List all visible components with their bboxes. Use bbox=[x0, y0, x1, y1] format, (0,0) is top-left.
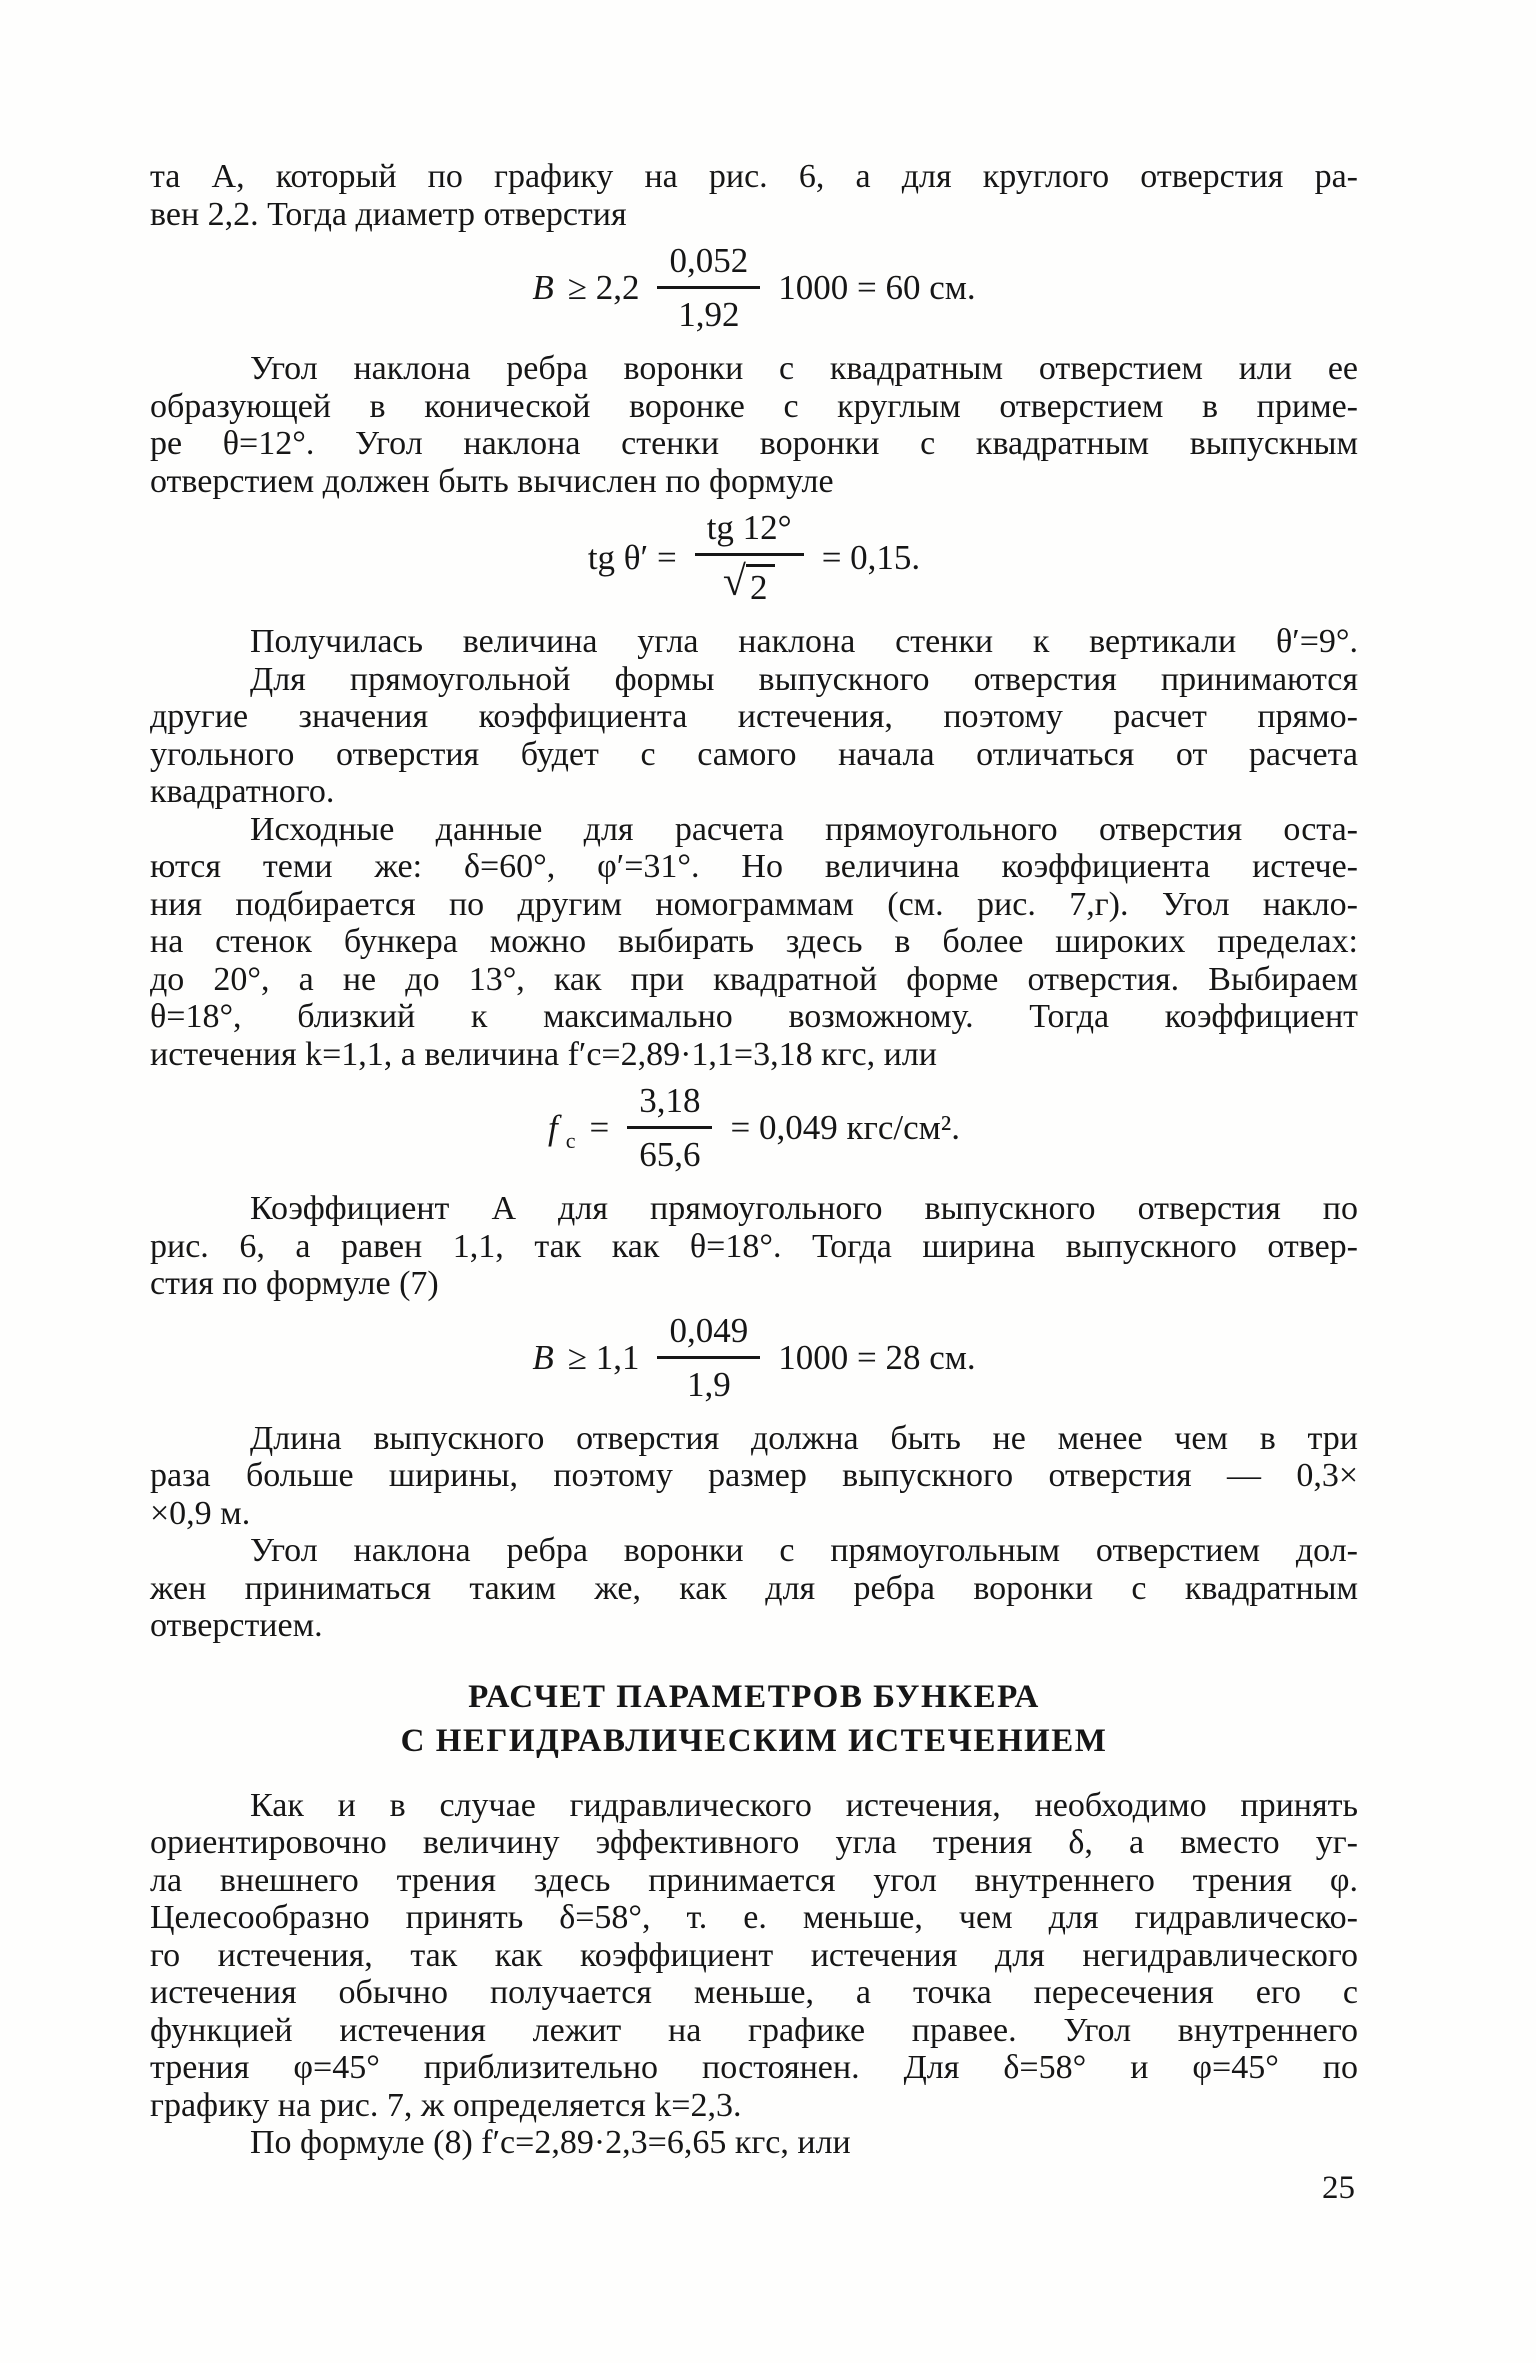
paragraph bbox=[150, 661, 1358, 811]
formula-text: f bbox=[547, 1108, 558, 1147]
paragraph bbox=[150, 2124, 1358, 2162]
text-line: ния подбирается по другим номограммам (см. рис. 7,г). Угол накло- bbox=[150, 885, 1358, 923]
text-line: отверстием должен быть вычислен по формуле bbox=[150, 462, 834, 500]
text-line: графику на рис. 7, ж определяется k=2,3. bbox=[150, 2086, 742, 2124]
text-line: θ=18°, близкий к максимально возможному. Тогда коэффициент bbox=[150, 998, 1358, 1035]
fraction-numerator: 3,18 bbox=[627, 1081, 712, 1129]
fraction-numerator: 0,052 bbox=[657, 241, 760, 289]
text-line: жен приниматься таким же, как для ребра воронки с квадратным bbox=[150, 1569, 1358, 1607]
text-line: го истечения, так как коэффициент истечения для негидравлического bbox=[150, 1936, 1358, 1974]
paragraph bbox=[150, 1420, 1358, 1533]
text-line: раза больше ширины, поэтому размер выпускного отверстия — 0,3× bbox=[150, 1457, 1358, 1494]
paragraph bbox=[150, 1532, 1358, 1645]
paragraph bbox=[150, 1787, 1358, 2125]
text-line: ×0,9 м. bbox=[150, 1494, 251, 1532]
paragraph bbox=[150, 1190, 1358, 1303]
formula bbox=[150, 1081, 1358, 1174]
formula bbox=[150, 1311, 1358, 1404]
formula-text: = bbox=[589, 1108, 610, 1147]
text-line: отверстием. bbox=[150, 1607, 323, 1644]
text-line: Угол наклона ребра воронки с прямоугольным отверстием дол- bbox=[250, 1532, 1358, 1569]
text-line: рис. 6, а равен 1,1, так как θ=18°. Тогда ширина выпускного отвер- bbox=[150, 1227, 1358, 1265]
paragraph bbox=[150, 623, 1358, 661]
paragraph bbox=[150, 350, 1358, 500]
formula-text: 1000 = 28 см. bbox=[778, 1337, 976, 1377]
text-line: другие значения коэффициента истечения, поэтому расчет прямо- bbox=[150, 698, 1358, 735]
fraction bbox=[657, 241, 760, 334]
text-line: Коэффициент А для прямоугольного выпускного отверстия по bbox=[250, 1190, 1358, 1227]
text-line: Как и в случае гидравлического истечения, необходимо принять bbox=[250, 1786, 1358, 1824]
text-line: Угол наклона ребра воронки с квадратным отверстием или ее bbox=[250, 350, 1358, 387]
page-content bbox=[150, 158, 1358, 2162]
text-line: вен 2,2. Тогда диаметр отверстия bbox=[150, 195, 627, 233]
fraction-denominator bbox=[711, 556, 788, 607]
formula-text: = 0,049 кгс/см². bbox=[730, 1108, 961, 1147]
fraction bbox=[695, 508, 804, 607]
heading-line: С НЕГИДРАВЛИЧЕСКИМ ИСТЕЧЕНИЕМ bbox=[400, 1722, 1108, 1759]
text-line: угольного отверстия будет с самого начала отличаться от расчета bbox=[150, 735, 1358, 773]
fraction-denominator: 1,92 bbox=[678, 295, 740, 334]
text-line: Длина выпускного отверстия должна быть не менее чем в три bbox=[250, 1419, 1358, 1457]
section-heading bbox=[150, 1675, 1358, 1763]
text-line: Получилась величина угла наклона стенки к вертикали θ′=9°. bbox=[250, 623, 1358, 660]
text-line: Для прямоугольной формы выпускного отверстия принимаются bbox=[250, 660, 1358, 698]
fraction bbox=[657, 1311, 760, 1404]
text-line: ла внешнего трения здесь принимается угол внутреннего трения φ. bbox=[150, 1861, 1358, 1899]
formula-text: B bbox=[532, 1337, 554, 1377]
formula-text: B bbox=[532, 268, 554, 307]
formula-text: ≥ 1,1 bbox=[567, 1337, 640, 1377]
text-line: ориентировочно величину эффективного угла трения δ, а вместо уг- bbox=[150, 1824, 1358, 1861]
formula bbox=[150, 241, 1358, 334]
text-line: до 20°, а не до 13°, как при квадратной форме отверстия. Выбираем bbox=[150, 960, 1358, 998]
paragraph bbox=[150, 811, 1358, 1074]
fraction bbox=[627, 1081, 712, 1174]
formula bbox=[150, 508, 1358, 607]
heading-line: РАСЧЕТ ПАРАМЕТРОВ БУНКЕРА bbox=[468, 1678, 1040, 1715]
sqrt-radical-icon: √ bbox=[722, 559, 746, 605]
text-line: ются теми же: δ=60°, φ′=31°. Но величина коэффициента истече- bbox=[150, 848, 1358, 885]
text-line: функцией истечения лежит на графике правее. Угол внутреннего bbox=[150, 2011, 1358, 2049]
text-line: трения φ=45° приблизительно постоянен. Для δ=58° и φ=45° по bbox=[150, 2049, 1358, 2086]
text-line: квадратного. bbox=[150, 773, 335, 810]
text-line: та А, который по графику на рис. 6, а для круглого отверстия ра- bbox=[150, 158, 1358, 195]
formula-text: = 0,15. bbox=[821, 538, 921, 577]
text-line: стия по формуле (7) bbox=[150, 1265, 439, 1302]
page-number: 25 bbox=[1322, 2170, 1355, 2206]
fraction-numerator: 0,049 bbox=[657, 1311, 760, 1359]
text-line: По формуле (8) f′c=2,89·2,3=6,65 кгс, или bbox=[250, 2124, 851, 2161]
text-line: ре θ=12°. Угол наклона стенки воронки с квадратным выпускным bbox=[150, 425, 1358, 462]
text-line: истечения k=1,1, а величина f′c=2,89·1,1=3,18 кгс, или bbox=[150, 1035, 937, 1073]
text-line: на стенок бункера можно выбирать здесь в более широких пределах: bbox=[150, 923, 1358, 960]
text-line: Целесообразно принять δ=58°, т. е. меньше, чем для гидравлическо- bbox=[150, 1899, 1358, 1936]
formula-text: ≥ 2,2 bbox=[567, 268, 640, 307]
text-line: образующей в конической воронке с круглым отверстием в приме- bbox=[150, 387, 1358, 425]
text-line: Исходные данные для расчета прямоугольного отверстия оста- bbox=[250, 810, 1358, 848]
fraction-numerator: tg 12° bbox=[695, 508, 804, 556]
formula-subscript: с bbox=[565, 1127, 576, 1153]
fraction-denominator: 1,9 bbox=[686, 1364, 731, 1404]
formula-text: 1000 = 60 см. bbox=[778, 268, 976, 307]
sqrt-radicand: 2 bbox=[746, 564, 776, 605]
paragraph bbox=[150, 158, 1358, 233]
text-line: истечения обычно получается меньше, а точка пересечения его с bbox=[150, 1974, 1358, 2011]
formula-text: tg θ′ = bbox=[587, 538, 677, 577]
fraction-denominator: 65,6 bbox=[639, 1135, 701, 1174]
